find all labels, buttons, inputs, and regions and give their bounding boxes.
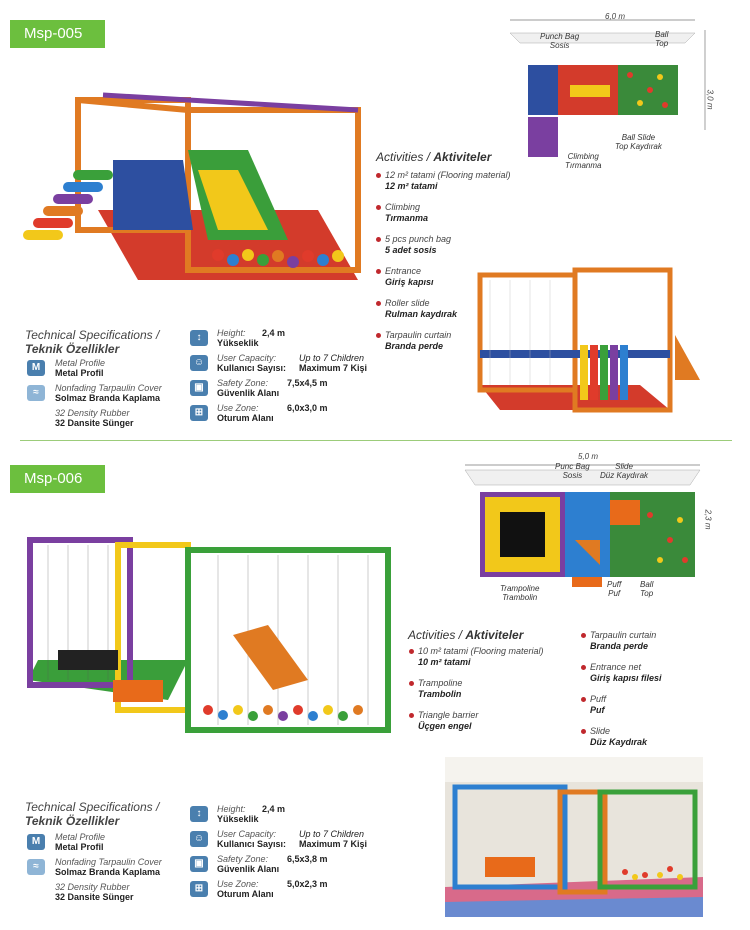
product-section-msp-005 bbox=[0, 0, 750, 440]
material-en: 32 Density Rubber bbox=[55, 882, 130, 892]
activities-title: Activities / Aktiviteler bbox=[408, 628, 524, 642]
activity-item bbox=[590, 726, 647, 748]
section-divider bbox=[20, 440, 732, 441]
playground-side-illustration bbox=[470, 265, 710, 415]
plan-label-climb: Climbing Tırmanma bbox=[565, 152, 602, 170]
floor-plan-diagram bbox=[460, 460, 710, 605]
spec-label-tr: Oturum Alanı bbox=[217, 413, 274, 423]
activity-tr: Puf bbox=[590, 705, 605, 715]
tarpaulin-icon: ≈ bbox=[27, 385, 45, 401]
spec-row bbox=[217, 879, 377, 899]
spec-row bbox=[217, 328, 377, 348]
plan-label-punch: Punch Bag Sosis bbox=[540, 32, 580, 50]
product-code-tag: Msp-006 bbox=[10, 465, 105, 493]
product-photo bbox=[445, 757, 703, 917]
spec-value: Up to 7 Children bbox=[299, 829, 365, 839]
activity-en: Trampoline bbox=[418, 678, 463, 688]
material-tr: Metal Profil bbox=[55, 842, 104, 852]
material-item bbox=[55, 408, 134, 428]
plan-label-slide: Ball Slide Top Kaydırak bbox=[615, 133, 662, 151]
activity-item bbox=[418, 678, 462, 700]
spec-value: 6,0x3,0 m bbox=[287, 403, 328, 413]
activity-item bbox=[385, 330, 451, 352]
activity-item bbox=[385, 234, 451, 256]
spec-value: 7,5x4,5 m bbox=[287, 378, 328, 388]
plan-label-punch: Punc Bag Sosis bbox=[555, 462, 590, 480]
bullet-icon bbox=[581, 665, 586, 670]
activity-item bbox=[418, 646, 544, 668]
material-en: Nonfading Tarpaulin Cover bbox=[55, 857, 162, 867]
activity-en: Triangle barrier bbox=[418, 710, 479, 720]
metal-profile-icon: M bbox=[27, 834, 45, 850]
bullet-icon bbox=[376, 237, 381, 242]
spec-row bbox=[217, 403, 377, 423]
activity-item bbox=[418, 710, 478, 732]
height-icon: ↕ bbox=[190, 806, 208, 822]
product-section-msp-006 bbox=[0, 452, 750, 930]
activity-en: Roller slide bbox=[385, 298, 430, 308]
spec-value-tr: Maximum 7 Kişi bbox=[299, 363, 368, 373]
spec-label-tr: Yükseklik bbox=[217, 814, 259, 824]
height-icon: ↕ bbox=[190, 330, 208, 346]
spec-label-en: Use Zone: bbox=[217, 403, 259, 413]
activity-en: Tarpaulin curtain bbox=[590, 630, 657, 640]
specs-title: Technical Specifications / Teknik Özellikler bbox=[25, 800, 160, 828]
activity-item bbox=[385, 298, 457, 320]
spec-label-en: Height: bbox=[217, 328, 246, 338]
activity-item bbox=[590, 662, 662, 684]
spec-row bbox=[217, 854, 377, 874]
plan-width-dim: 5,0 m bbox=[578, 452, 599, 461]
plan-label-puff: Puff Puf bbox=[607, 580, 622, 598]
activity-item bbox=[590, 694, 606, 716]
spec-label-en: User Capacity: bbox=[217, 829, 277, 839]
spec-label-tr: Güvenlik Alanı bbox=[217, 864, 280, 874]
spec-row bbox=[217, 804, 377, 824]
activity-en: Puff bbox=[590, 694, 607, 704]
activity-tr: Trambolin bbox=[418, 689, 462, 699]
user-capacity-icon: ☺ bbox=[190, 831, 208, 847]
activity-tr: Düz Kaydırak bbox=[590, 737, 648, 747]
use-zone-icon: ⊞ bbox=[190, 405, 208, 421]
spec-label-tr: Yükseklik bbox=[217, 338, 259, 348]
activity-tr: Tırmanma bbox=[385, 213, 429, 223]
material-tr: 32 Dansite Sünger bbox=[55, 892, 134, 902]
activity-en: Climbing bbox=[385, 202, 421, 212]
spec-label-tr: Oturum Alanı bbox=[217, 889, 274, 899]
tarpaulin-icon: ≈ bbox=[27, 859, 45, 875]
material-item bbox=[55, 832, 105, 852]
material-tr: Metal Profil bbox=[55, 368, 104, 378]
safety-zone-icon: ▣ bbox=[190, 856, 208, 872]
plan-depth-dim: 2,3 m bbox=[703, 509, 713, 530]
bullet-icon bbox=[376, 205, 381, 210]
activity-tr: Rulman kaydırak bbox=[385, 309, 458, 319]
spec-row bbox=[217, 353, 377, 373]
spec-label-tr: Kullanıcı Sayısı: bbox=[217, 363, 287, 373]
activity-en: 10 m² tatami (Flooring material) bbox=[418, 646, 544, 656]
metal-profile-icon: M bbox=[27, 360, 45, 376]
plan-depth-dim: 3,0 m bbox=[705, 89, 715, 110]
activity-en: 12 m² tatami (Flooring material) bbox=[385, 170, 511, 180]
spec-row bbox=[217, 378, 377, 398]
spec-value: 6,5x3,8 m bbox=[287, 854, 328, 864]
plan-label-slide: Slide Düz Kaydırak bbox=[600, 462, 649, 480]
activity-en: Entrance bbox=[385, 266, 422, 276]
spec-label-tr: Güvenlik Alanı bbox=[217, 388, 280, 398]
material-tr: Solmaz Branda Kaplama bbox=[55, 393, 161, 403]
bullet-icon bbox=[409, 681, 414, 686]
bullet-icon bbox=[581, 729, 586, 734]
bullet-icon bbox=[376, 301, 381, 306]
activity-tr: 10 m² tatami bbox=[418, 657, 471, 667]
user-capacity-icon: ☺ bbox=[190, 355, 208, 371]
activity-tr: Giriş kapısı bbox=[385, 277, 434, 287]
material-item bbox=[55, 882, 134, 902]
bullet-icon bbox=[376, 173, 381, 178]
activity-tr: 5 adet sosis bbox=[385, 245, 437, 255]
activity-item bbox=[385, 202, 428, 224]
plan-label-ball: Ball Top bbox=[655, 30, 669, 48]
material-en: Metal Profile bbox=[55, 358, 106, 368]
bullet-icon bbox=[581, 633, 586, 638]
use-zone-icon: ⊞ bbox=[190, 881, 208, 897]
spec-value: 5,0x2,3 m bbox=[287, 879, 328, 889]
activity-tr: 12 m² tatami bbox=[385, 181, 438, 191]
material-tr: 32 Dansite Sünger bbox=[55, 418, 134, 428]
activity-tr: Üçgen engel bbox=[418, 721, 472, 731]
playground-illustration bbox=[18, 90, 368, 290]
spec-row bbox=[217, 829, 377, 849]
activity-item bbox=[590, 630, 656, 652]
plan-label-ball: Ball Top bbox=[640, 580, 654, 598]
activity-item bbox=[385, 266, 434, 288]
material-tr: Solmaz Branda Kaplama bbox=[55, 867, 161, 877]
material-en: 32 Density Rubber bbox=[55, 408, 130, 418]
spec-label-tr: Kullanıcı Sayısı: bbox=[217, 839, 287, 849]
material-en: Metal Profile bbox=[55, 832, 106, 842]
bullet-icon bbox=[409, 713, 414, 718]
activity-tr: Giriş kapısı filesi bbox=[590, 673, 662, 683]
activity-item bbox=[385, 170, 511, 192]
spec-label-en: User Capacity: bbox=[217, 353, 277, 363]
activity-en: 5 pcs punch bag bbox=[385, 234, 452, 244]
spec-value: 2,4 m bbox=[262, 804, 286, 814]
plan-label-tramp: Trampoline Trambolin bbox=[500, 584, 540, 602]
plan-width-dim: 6,0 m bbox=[605, 12, 626, 21]
spec-label-en: Safety Zone: bbox=[217, 378, 269, 388]
material-item bbox=[55, 358, 105, 378]
material-en: Nonfading Tarpaulin Cover bbox=[55, 383, 162, 393]
material-item bbox=[55, 383, 162, 403]
spec-label-en: Use Zone: bbox=[217, 879, 259, 889]
spec-value: Up to 7 Children bbox=[299, 353, 365, 363]
bullet-icon bbox=[581, 697, 586, 702]
material-item bbox=[55, 857, 162, 877]
activity-en: Entrance net bbox=[590, 662, 642, 672]
product-code-tag: Msp-005 bbox=[10, 20, 105, 48]
floor-plan-diagram bbox=[500, 15, 730, 175]
safety-zone-icon: ▣ bbox=[190, 380, 208, 396]
spec-label-en: Safety Zone: bbox=[217, 854, 269, 864]
playground-illustration bbox=[18, 530, 398, 745]
activity-tr: Branda perde bbox=[385, 341, 444, 351]
bullet-icon bbox=[376, 269, 381, 274]
spec-label-en: Height: bbox=[217, 804, 246, 814]
activity-tr: Branda perde bbox=[590, 641, 649, 651]
spec-value-tr: Maximum 7 Kişi bbox=[299, 839, 368, 849]
activity-en: Tarpaulin curtain bbox=[385, 330, 452, 340]
activities-title: Activities / Aktiviteler bbox=[376, 150, 492, 164]
spec-value: 2,4 m bbox=[262, 328, 286, 338]
bullet-icon bbox=[409, 649, 414, 654]
activity-en: Slide bbox=[590, 726, 611, 736]
specs-title: Technical Specifications / Teknik Özellikler bbox=[25, 328, 160, 356]
